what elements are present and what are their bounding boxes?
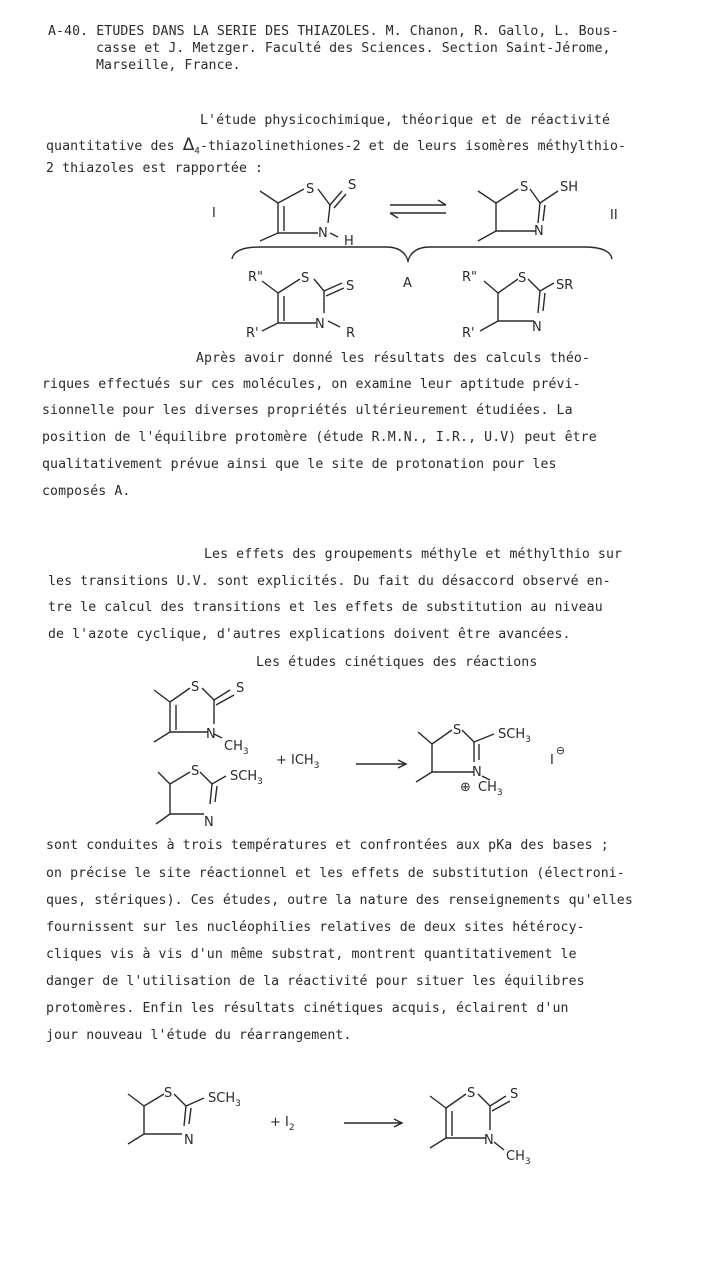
para2-line1: Après avoir donné les résultats des calculs théo-	[196, 351, 590, 366]
abstract-header-line1: A-40. ETUDES DANS LA SERIE DES THIAZOLES. M. Chanon, R. Gallo, L. Bous-	[48, 24, 619, 39]
reaction-arrow	[356, 760, 406, 768]
svg-text:S: S	[306, 182, 315, 197]
svg-text:S: S	[453, 723, 462, 738]
label-A: A	[403, 276, 412, 291]
para2-line6: composés A.	[42, 484, 131, 499]
brace	[232, 247, 612, 261]
svg-text:SCH3: $SCH_3$	[498, 727, 531, 745]
para4-line2: on précise le site réactionnel et les effets de substitution (électroni-	[46, 866, 625, 881]
svg-text:CH3: $CH_3$	[478, 780, 503, 798]
para3-line3: tre le calcul des transitions et les effets de substitution au niveau	[48, 600, 603, 615]
para2-line2: riques effectués sur ces molécules, on examine leur aptitude prévi-	[42, 377, 581, 392]
equilibrium-arrows	[390, 200, 446, 218]
svg-text:R': R'	[246, 326, 259, 341]
para4-line6: danger de l'utilisation de la réactivité pour situer les équilibres	[46, 974, 585, 989]
svg-text:S: S	[191, 680, 200, 695]
svg-text:R": R"	[462, 270, 478, 285]
mercaptothiazole-structure	[478, 180, 578, 241]
para4-line8: jour nouveau l'étude du réarrangement.	[46, 1028, 352, 1043]
label-I: I	[212, 206, 216, 221]
rearrangement-scheme	[110, 1080, 570, 1180]
svg-text:H: H	[344, 234, 354, 249]
substituted-thioether-structure	[462, 270, 573, 341]
svg-text:S: S	[348, 178, 357, 193]
svg-text:N: N	[472, 765, 482, 780]
svg-text:S: S	[510, 1087, 519, 1102]
svg-text:CH3: $CH_3$	[224, 739, 249, 757]
para4-line5: cliques vis à vis d'un même substrat, montrent quantitativement le	[46, 947, 577, 962]
label-II: II	[610, 208, 618, 223]
substituted-thione-structure	[246, 270, 355, 341]
svg-text:R: R	[346, 326, 356, 341]
svg-text:N: N	[206, 727, 216, 742]
svg-text:N: N	[318, 226, 328, 241]
svg-text:SCH3: $SCH_3$	[230, 769, 263, 787]
svg-text:+ I2: + $I_2$	[270, 1115, 295, 1133]
iodide-ion: I⊖	[550, 744, 566, 768]
svg-text:SR: SR	[556, 278, 574, 293]
svg-text:S: S	[236, 681, 245, 696]
svg-text:S: S	[520, 180, 529, 195]
para1-line3: 2 thiazoles est rapportée :	[46, 161, 264, 176]
tautomer-equilibrium-scheme	[200, 175, 640, 345]
para4-line7: protomères. Enfin les résultats cinétiques acquis, éclairent d'un	[46, 1001, 569, 1016]
para1-line2: quantitative des $\Delta_4-thiazolinethiones-2$ et de leurs isomères méthylthio-	[46, 135, 627, 157]
svg-text:N: N	[484, 1133, 494, 1148]
svg-text:CH3: $CH_3$	[506, 1149, 531, 1167]
svg-text:SH: SH	[560, 180, 579, 195]
thioether-reactant-structure	[156, 764, 263, 830]
para4-line4: fournissent sur les nucléophilies relatives de deux sites hétérocy-	[46, 920, 585, 935]
rearrangement-arrow	[344, 1119, 402, 1127]
thiazolium-product-structure	[416, 723, 531, 798]
para3-line1: Les effets des groupements méthyle et méthylthio sur	[204, 547, 623, 562]
svg-text:N: N	[204, 815, 214, 830]
svg-text:S: S	[346, 279, 355, 294]
svg-text:⊕: ⊕	[460, 780, 471, 795]
svg-text:S: S	[518, 271, 527, 286]
delta-symbol: Δ	[182, 135, 195, 155]
para2-line5: qualitativement prévue ainsi que le site de protonation pour les	[42, 457, 557, 472]
iodine-reagent: + I	[270, 1115, 289, 1130]
para2-line4: position de l'équilibre protomère (étude R.M.N., I.R., U.V) peut être	[42, 430, 597, 445]
svg-text:R': R'	[462, 326, 475, 341]
rearrangement-reactant-structure	[128, 1086, 241, 1148]
thione-reactant-structure	[154, 680, 249, 757]
ich3-reagent: + ICH	[276, 753, 314, 768]
para4-line3: ques, stériques). Ces études, outre la nature des renseignements qu'elles	[46, 893, 633, 908]
methylation-scheme	[140, 676, 600, 836]
para3-line2: les transitions U.V. sont explicités. Du fait du désaccord observé en-	[48, 574, 611, 589]
svg-text:+ ICH3: + $ICH_3$	[276, 753, 320, 771]
svg-text:N: N	[534, 224, 544, 239]
rearrangement-product-structure	[430, 1086, 531, 1167]
thiazolinethione-structure	[260, 178, 356, 249]
svg-text:N: N	[532, 320, 542, 335]
para3-line4: de l'azote cyclique, d'autres explications doivent être avancées.	[48, 627, 571, 642]
para3-line5: Les études cinétiques des réactions	[256, 655, 538, 670]
svg-text:S: S	[191, 764, 200, 779]
svg-text:N: N	[315, 317, 325, 332]
para2-line3: sionnelle pour les diverses propriétés ultérieurement étudiées. La	[42, 403, 573, 418]
svg-text:N: N	[184, 1133, 194, 1148]
para4-line1: sont conduites à trois températures et confrontées aux pKa des bases ;	[46, 838, 609, 853]
svg-text:S: S	[301, 271, 310, 286]
svg-text:S: S	[164, 1086, 173, 1101]
svg-text:SCH3: $SCH_3$	[208, 1091, 241, 1109]
abstract-header-line2: casse et J. Metzger. Faculté des Sciences. Section Saint-Jérome,	[96, 41, 611, 56]
svg-text:R": R"	[248, 270, 264, 285]
svg-text:S: S	[467, 1086, 476, 1101]
abstract-header-line3: Marseille, France.	[96, 58, 241, 73]
para1-line1: L'étude physicochimique, théorique et de réactivité	[200, 113, 611, 128]
